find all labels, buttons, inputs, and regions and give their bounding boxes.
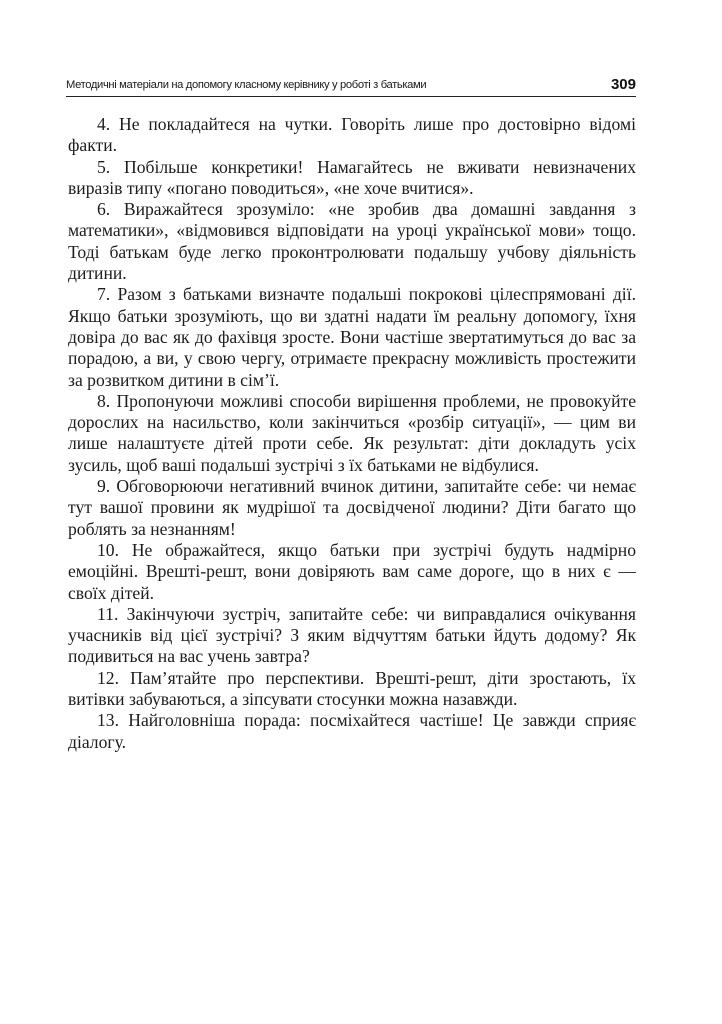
advice-item-6: 6. Виражайтеся зрозуміло: «не зробив два домашні завдання з математики», «відмовився відповідати на уроці української мови» тощо. Тоді батькам буде легко проконтролювати подальшу учбову діяльність дитини. [68, 199, 636, 284]
advice-item-7: 7. Разом з батьками визначте подальші покрокові цілеспрямовані дії. Якщо батьки зрозуміють, що ви здатні надати їм реальну допомогу, їхня довіра до вас як до фахівця зросте. Вони частіше звертатимуться до вас за порадою, а ви, у свою чергу, отримаєте прекрасну можливість простежити за розвитком дитини в сім’ї. [68, 284, 636, 390]
advice-item-13: 13. Найголовніша порада: посміхайтеся частіше! Це завжди сприяє діалогу. [68, 710, 636, 752]
advice-item-5: 5. Побільше конкретики! Намагайтесь не вживати невизначених виразів типу «погано поводиться», «не хоче вчитися». [68, 156, 636, 198]
advice-item-12: 12. Пам’ятайте про перспективи. Врешті-решт, діти зростають, їх витівки забуваються, а зіпсувати стосунки можна назавжди. [68, 667, 636, 710]
advice-item-4: 4. Не покладайтеся на чутки. Говоріть лише про достовірно відомі факти. [68, 114, 636, 156]
advice-item-10: 10. Не ображайтеся, якщо батьки при зустрічі будуть надмірно емоційні. Врешті-решт, вони довіряють вам саме дороге, що в них є — своїх дітей. [68, 539, 636, 603]
page-number: 309 [610, 76, 636, 93]
advice-item-8: 8. Пропонуючи можливі способи вирішення проблеми, не провокуйте дорослих на насильство, коли закінчиться «розбір ситуації», — цим ви лише налаштуєте дітей проти себе. Як результат: діти докладуть усіх зусиль, щоб ваші подальші зустрічі з їх батьками не відбулися. [68, 390, 636, 475]
running-header [66, 72, 636, 97]
running-title: Методичні матеріали на допомогу класному керівнику у роботі з батьками [66, 79, 427, 91]
advice-item-11: 11. Закінчуючи зустріч, запитайте себе: чи виправдалися очікування учасників від цієї зустрічі? З яким відчуттям батьки йдуть додому? Як подивиться на вас учень завтра? [68, 603, 636, 667]
main-text [68, 114, 636, 753]
advice-item-9: 9. Обговорюючи негативний вчинок дитини, запитайте себе: чи немає тут вашої провини як мудрішої та досвідченої людини? Діти багато що роблять за незнанням! [68, 476, 636, 539]
